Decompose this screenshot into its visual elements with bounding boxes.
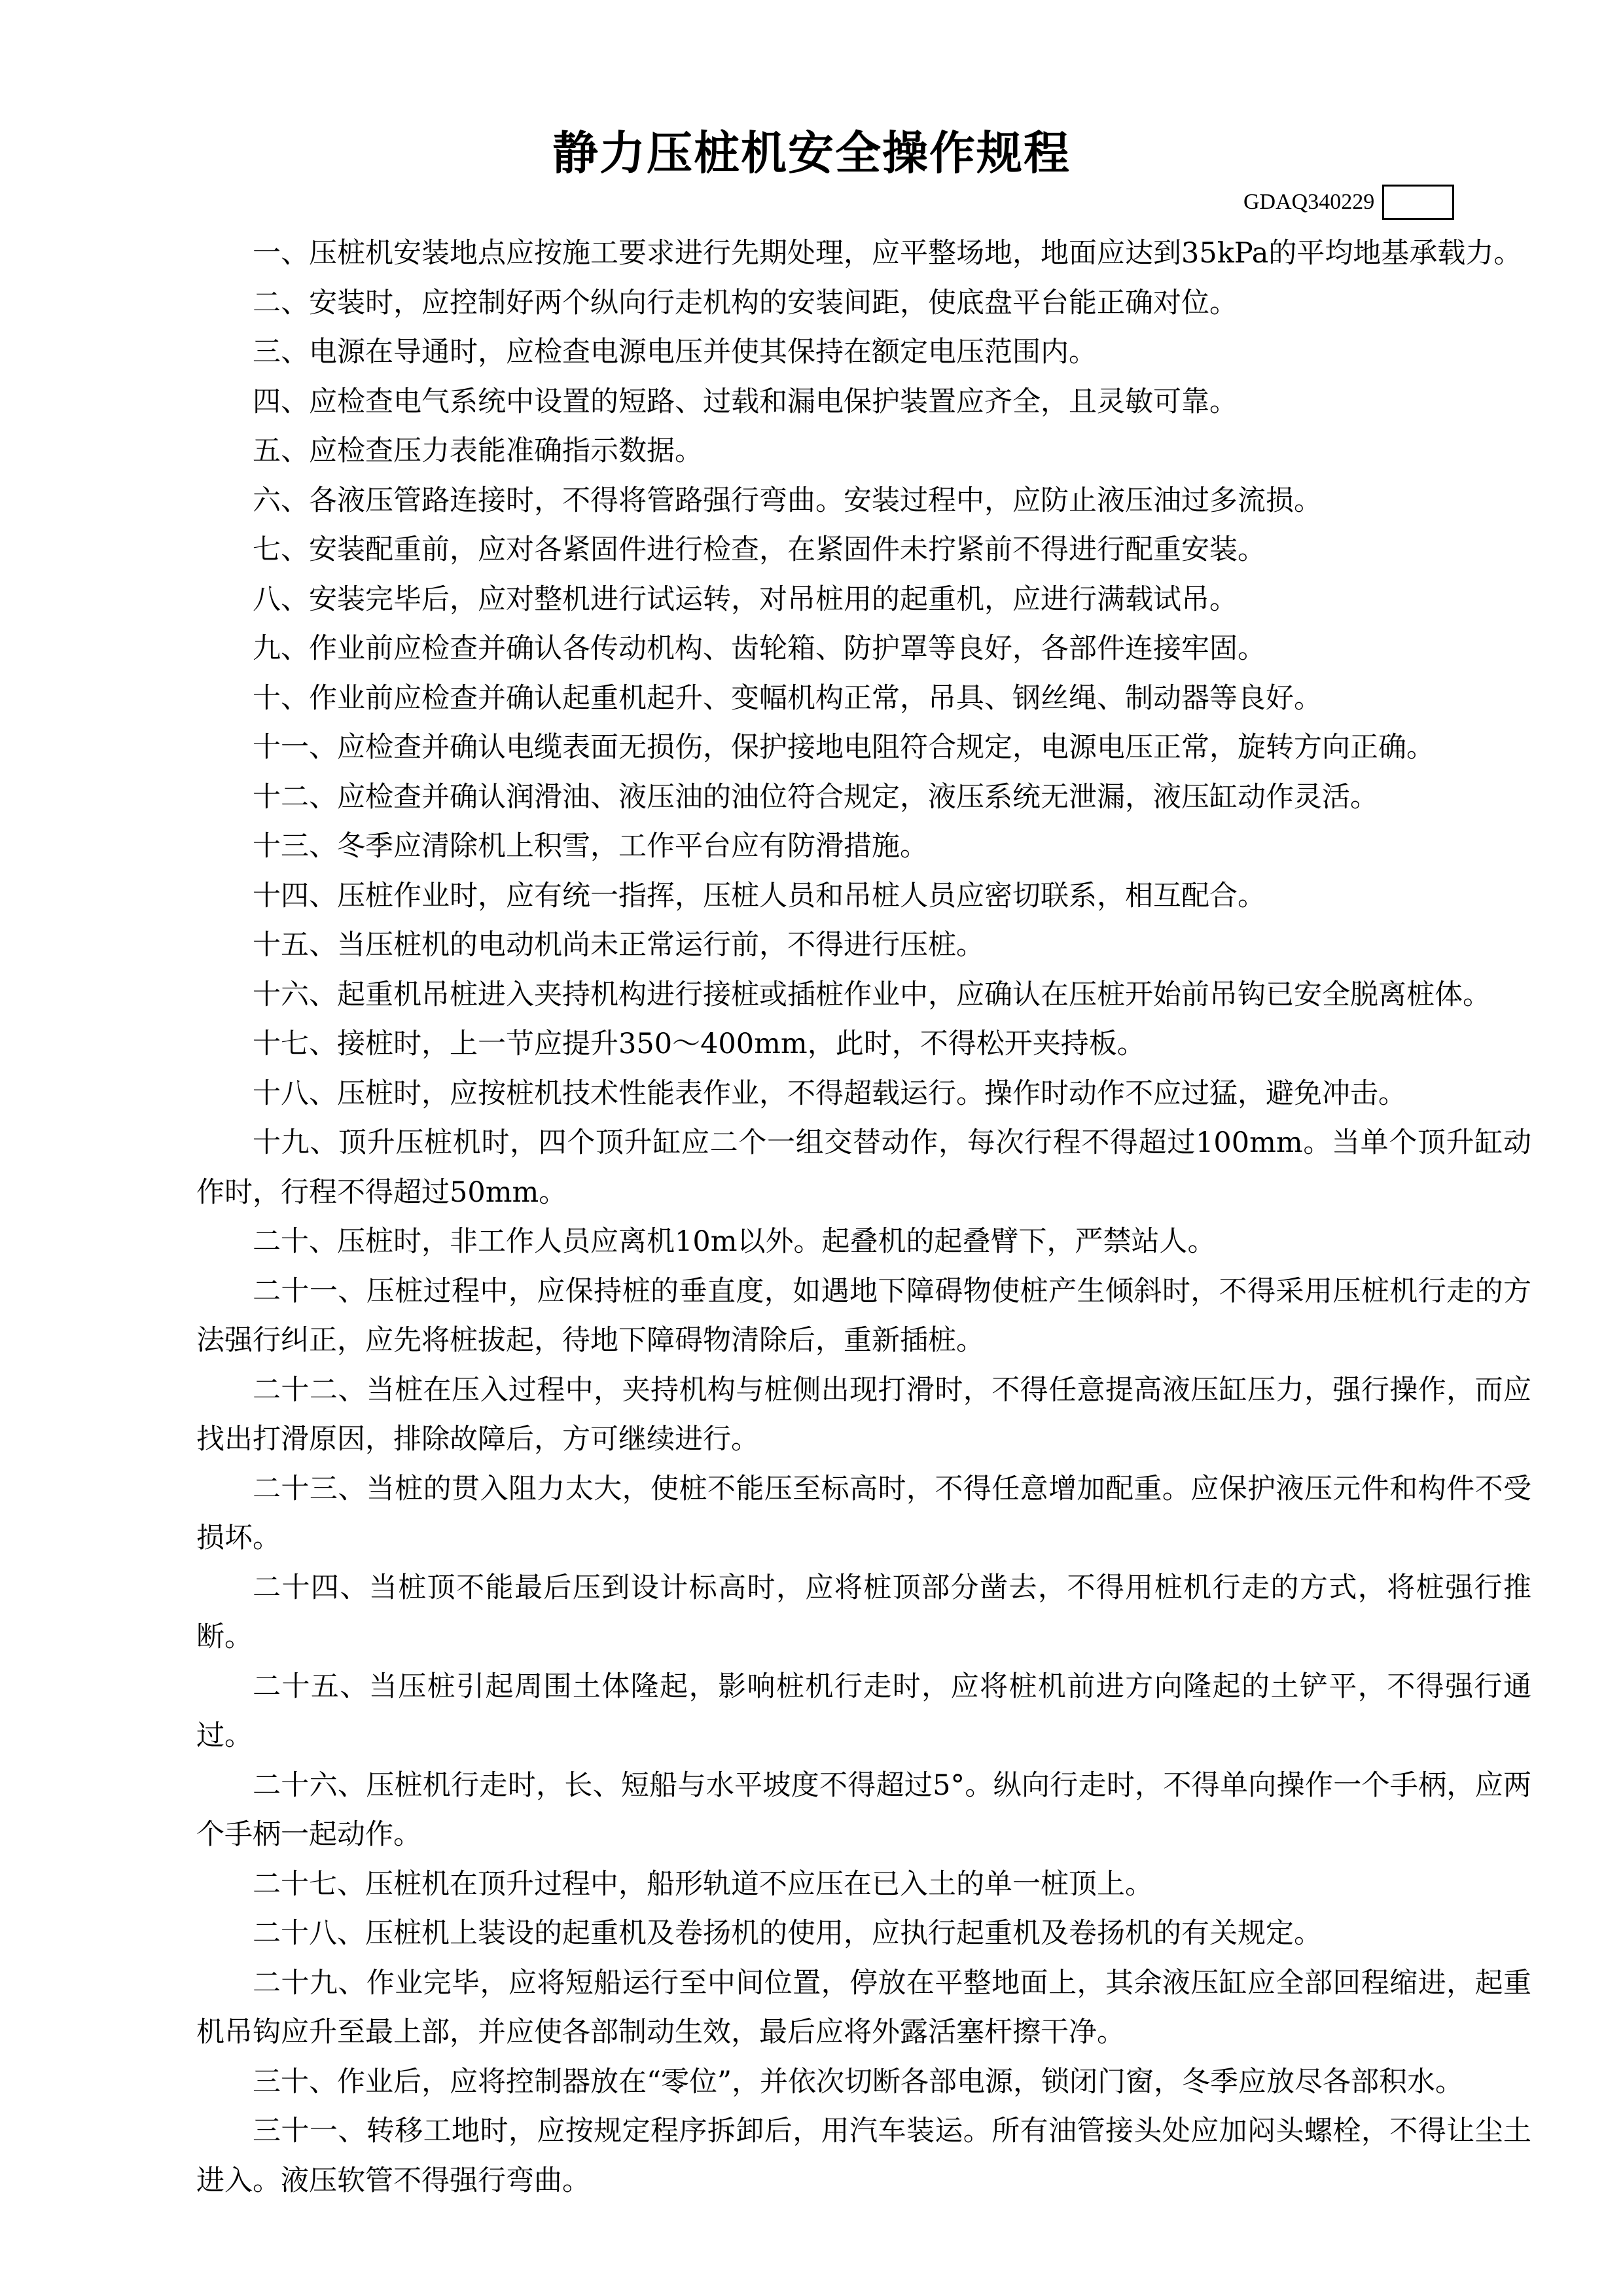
document-code: GDAQ340229	[1243, 190, 1375, 214]
rule-paragraph: 十八、压桩时，应按桩机技术性能表作业，不得超载运行。操作时动作不应过猛，避免冲击。	[253, 1077, 1406, 1110]
rule-paragraph: 十九、顶升压桩机时，四个顶升缸应二个一组交替动作，每次行程不得超过100mm。当单个顶升缸动作时，行程不得超过50mm。	[196, 1126, 1531, 1209]
rule-paragraph: 十、作业前应检查并确认起重机起升、变幅机构正常，吊具、钢丝绳、制动器等良好。	[253, 681, 1322, 715]
rule-paragraph: 二十三、当桩的贯入阻力太大，使桩不能压至标高时，不得任意增加配重。应保护液压元件和构件不受损坏。	[196, 1472, 1531, 1554]
rule-paragraph: 六、各液压管路连接时，不得将管路强行弯曲。安装过程中，应防止液压油过多流损。	[253, 484, 1322, 517]
rule-paragraph: 十一、应检查并确认电缆表面无损伤，保护接地电阻符合规定，电源电压正常，旋转方向正确。	[253, 731, 1435, 764]
rule-paragraph: 二十四、当桩顶不能最后压到设计标高时，应将桩顶部分凿去，不得用桩机行走的方式，将桩强行推断。	[196, 1571, 1531, 1653]
rule-paragraph: 十五、当压桩机的电动机尚未正常运行前，不得进行压桩。	[253, 929, 984, 961]
rule-paragraph: 二十九、作业完毕，应将短船运行至中间位置，停放在平整地面上，其余液压缸应全部回程缩进，起重机吊钩应升至最上部，并应使各部制动生效，最后应将外露活塞杆擦干净。	[196, 1966, 1531, 2049]
rule-paragraph: 二、安装时，应控制好两个纵向行走机构的安装间距，使底盘平台能正确对位。	[253, 286, 1238, 319]
rule-paragraph: 二十七、压桩机在顶升过程中，船形轨道不应压在已入土的单一桩顶上。	[253, 1867, 1153, 1901]
code-box	[1382, 185, 1454, 220]
document-title: 静力压桩机安全操作规程	[552, 126, 1071, 180]
rule-paragraph: 二十六、压桩机行走时，长、短船与水平坡度不得超过5°。纵向行走时，不得单向操作一个手柄，应两个手柄一起动作。	[196, 1768, 1531, 1851]
rule-paragraph: 二十五、当压桩引起周围土体隆起，影响桩机行走时，应将桩机前进方向隆起的土铲平，不得强行通过。	[196, 1670, 1531, 1752]
rule-paragraph: 二十、压桩时，非工作人员应离机10m以外。起叠机的起叠臂下，严禁站人。	[253, 1225, 1216, 1258]
rule-paragraph: 十四、压桩作业时，应有统一指挥，压桩人员和吊桩人员应密切联系，相互配合。	[253, 879, 1266, 912]
rule-paragraph: 十三、冬季应清除机上积雪，工作平台应有防滑措施。	[253, 830, 928, 863]
rule-paragraph: 三十一、转移工地时，应按规定程序拆卸后，用汽车装运。所有油管接头处应加闷头螺栓，不得让尘土进入。液压软管不得强行弯曲。	[196, 2115, 1531, 2197]
document-code-row	[1243, 183, 1454, 221]
rule-paragraph: 十六、起重机吊桩进入夹持机构进行接桩或插桩作业中，应确认在压桩开始前吊钩已安全脱离桩体。	[253, 978, 1491, 1011]
rule-paragraph: 十二、应检查并确认润滑油、液压油的油位符合规定，液压系统无泄漏，液压缸动作灵活。	[253, 780, 1378, 814]
document-body	[196, 229, 1531, 2206]
rule-paragraph: 三、电源在导通时，应检查电源电压并使其保持在额定电压范围内。	[253, 336, 1097, 368]
rule-paragraph: 二十二、当桩在压入过程中，夹持机构与桩侧出现打滑时，不得任意提高液压缸压力，强行操作，而应找出打滑原因，排除故障后，方可继续进行。	[196, 1373, 1531, 1456]
rule-paragraph: 二十八、压桩机上装设的起重机及卷扬机的使用，应执行起重机及卷扬机的有关规定。	[253, 1917, 1322, 1950]
rule-paragraph: 二十一、压桩过程中，应保持桩的垂直度，如遇地下障碍物使桩产生倾斜时，不得采用压桩机行走的方法强行纠正，应先将桩拔起，待地下障碍物清除后，重新插桩。	[196, 1274, 1531, 1357]
rule-paragraph: 九、作业前应检查并确认各传动机构、齿轮箱、防护罩等良好，各部件连接牢固。	[253, 632, 1266, 665]
rule-paragraph: 一、压桩机安装地点应按施工要求进行先期处理，应平整场地，地面应达到35kPa的平均地基承载力。	[253, 237, 1522, 270]
rule-paragraph: 八、安装完毕后，应对整机进行试运转，对吊桩用的起重机，应进行满载试吊。	[253, 583, 1238, 616]
rule-paragraph: 七、安装配重前，应对各紧固件进行检查，在紧固件未拧紧前不得进行配重安装。	[253, 533, 1266, 566]
rule-paragraph: 四、应检查电气系统中设置的短路、过载和漏电保护装置应齐全，且灵敏可靠。	[253, 385, 1238, 418]
rule-paragraph: 五、应检查压力表能准确指示数据。	[253, 435, 703, 467]
rule-paragraph: 三十、作业后，应将控制器放在“零位”，并依次切断各部电源，锁闭门窗，冬季应放尽各部积水。	[253, 2065, 1463, 2098]
rule-paragraph: 十七、接桩时，上一节应提升350～400mm，此时，不得松开夹持板。	[253, 1028, 1145, 1060]
